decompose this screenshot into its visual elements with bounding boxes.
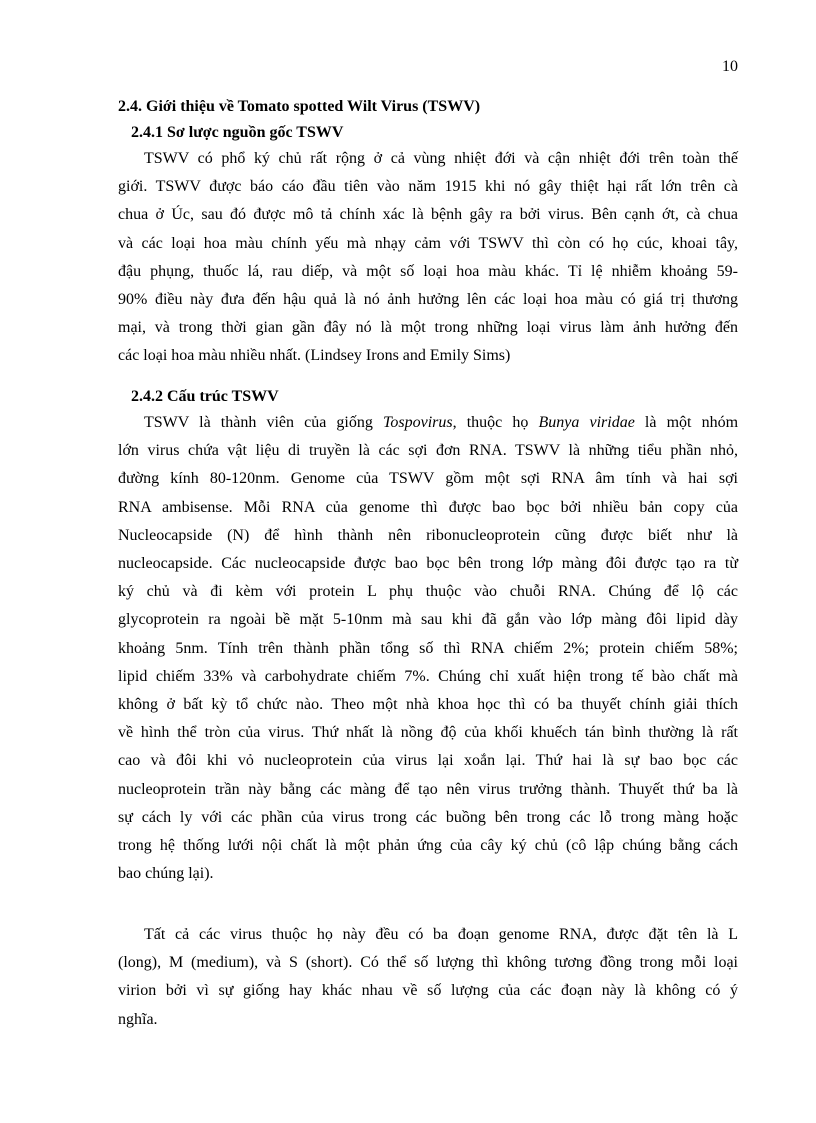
paragraph-structure [118, 409, 738, 888]
paragraph-segments [118, 921, 738, 1034]
text-line: sự cách ly với các phần của virus trong các buồng bên trong các lỗ trong màng hoặc [118, 808, 738, 826]
text-line: về hình thể tròn của virus. Thứ nhất là nồng độ của khối khuếch tán bình thường là rất [118, 724, 738, 742]
text-line: các loại hoa màu nhiều nhất. (Lindsey Irons and Emily Sims) [118, 347, 511, 365]
text-line: nghĩa. [118, 1010, 158, 1028]
text-line: nucleocapside. Các nucleocapside được bao bọc bên trong lớp màng đôi được tạo ra từ [118, 555, 738, 573]
text-line: khoảng 5nm. Tính trên thành phần tổng số thì RNA chiếm 2%; protein chiếm 58%; [118, 639, 738, 657]
text-line: cao và đôi khi vỏ nucleoprotein của virus lại xoắn lại. Thứ hai là sự bao bọc các [118, 752, 738, 770]
family-name: Bunya viridae [538, 414, 635, 431]
genus-name: Tospovirus [382, 414, 453, 431]
text-run: là một nhóm [634, 414, 739, 431]
text-line: giới. TSWV được báo cáo đầu tiên vào năm 1915 khi nó gây thiệt hại rất lớn trên cà [118, 178, 738, 196]
text-line: không ở bất kỳ tổ chức nào. Theo một nhà khoa học thì có ba thuyết chính giải thích [118, 696, 738, 714]
text-run: , thuộc họ [452, 414, 539, 431]
text-line: TSWV có phổ ký chủ rất rộng ở cả vùng nhiệt đới và cận nhiệt đới trên toàn thế [144, 150, 738, 167]
text-line: trong hệ thống lưới nội chất là một phản ứng của cây ký chủ (cô lập chúng bằng cách [118, 837, 738, 855]
subsection-title-origin: 2.4.1 Sơ lược nguồn gốc TSWV [131, 124, 344, 141]
text-line: Tất cả các virus thuộc họ này đều có ba đoạn genome RNA, được đặt tên là L [144, 926, 738, 943]
text-line: nucleoprotein trần này bằng các màng để tạo nên virus trưởng thành. Thuyết thứ ba là [118, 780, 738, 798]
text-line: RNA ambisense. Mỗi RNA của genome thì được bao bọc bởi nhiều bản copy của [118, 498, 738, 516]
text-line: (long), M (medium), và S (short). Có thể số lượng thì không tương đồng trong mỗi loại [118, 954, 738, 972]
subsection-title-structure: 2.4.2 Cấu trúc TSWV [131, 388, 279, 405]
text-line: virion bởi vì sự giống hay khác nhau về số lượng của các đoạn này là không có ý [118, 982, 738, 1000]
text-line: mại, và trong thời gian gần đây nó là một trong những loại virus làm ảnh hưởng đến [118, 319, 738, 337]
text-line: lipid chiếm 33% và carbohydrate chiếm 7%. Chúng chỉ xuất hiện trong tế bào chất mà [118, 667, 738, 685]
text-line: đậu phụng, thuốc lá, rau diếp, và một số loại hoa màu khác. Tỉ lệ nhiễm khoảng 59- [118, 262, 738, 280]
text-run: TSWV là thành viên của giống [144, 414, 383, 431]
text-line: đường kính 80-120nm. Genome của TSWV gồm một sợi RNA âm tính và hai sợi [118, 470, 738, 488]
text-line: chua ở Úc, sau đó được mô tả chính xác là bệnh gây ra bởi virus. Bên cạnh ớt, cà chua [118, 206, 738, 224]
text-line [118, 409, 738, 437]
text-line: Nucleocapside (N) để hình thành nên ribonucleoprotein cũng được biết như là [118, 526, 738, 544]
text-line: và các loại hoa màu chính yếu mà nhạy cảm với TSWV thì còn có họ cúc, khoai tây, [118, 234, 738, 252]
page-number: 10 [722, 58, 738, 75]
text-line: glycoprotein ra ngoài bề mặt 5-10nm mà sau khi đã gắn vào lớp màng đôi lipid dày [118, 611, 738, 629]
text-line: lớn virus chứa vật liệu di truyền là các sợi đơn RNA. TSWV là những tiểu phần nhỏ, [118, 442, 738, 460]
text-line: 90% điều này đưa đến hậu quả là nó ảnh hưởng lên các loại hoa màu có giá trị thương [118, 291, 738, 309]
paragraph-origin [118, 145, 738, 371]
text-line: bao chúng lại). [118, 865, 214, 883]
text-line: ký chủ và đi kèm với protein L phụ thuộc vào chuỗi RNA. Chúng để lộ các [118, 583, 738, 601]
section-title: 2.4. Giới thiệu về Tomato spotted Wilt Virus (TSWV) [118, 98, 481, 115]
